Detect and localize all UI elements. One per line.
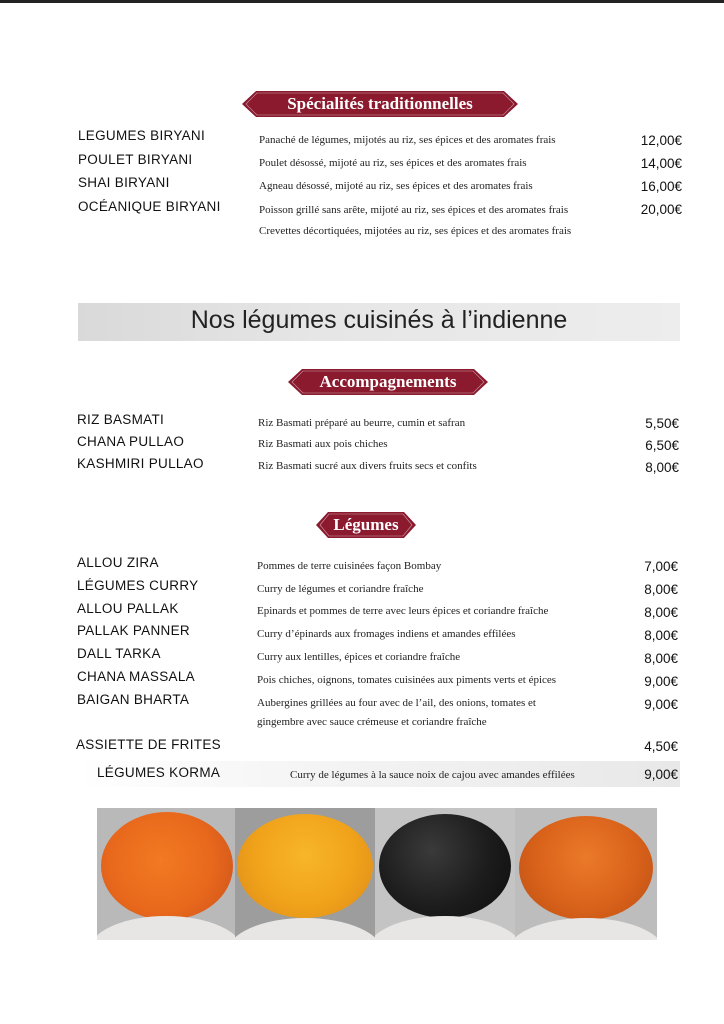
menu-item-description: Poulet désossé, mijoté au riz, ses épices et des aromates frais [259, 157, 527, 169]
menu-item-description: Riz Basmati sucré aux divers fruits secs et confits [258, 460, 477, 472]
menu-item-price: 8,00€ [644, 605, 678, 620]
spice-mound [379, 814, 511, 918]
accompagnements-banner [288, 369, 488, 395]
menu-item-price: 9,00€ [644, 767, 678, 782]
menu-item-name: POULET BIRYANI [78, 152, 193, 167]
menu-item-description: Agneau désossé, mijoté au riz, ses épices et des aromates frais [259, 180, 533, 192]
menu-item-name: CHANA MASSALA [77, 669, 195, 684]
legumes-banner [316, 512, 416, 538]
menu-item-name: ASSIETTE DE FRITES [76, 737, 221, 752]
menu-item-description: Pois chiches, oignons, tomates cuisinées aux piments verts et épices [257, 674, 557, 686]
menu-item-name: ALLOU PALLAK [77, 601, 179, 616]
menu-item-name: ALLOU ZIRA [77, 555, 159, 570]
menu-item-price: 8,00€ [644, 651, 678, 666]
menu-item-description: Curry de légumes à la sauce noix de cajou avec amandes effilées [290, 769, 575, 781]
spice-bowl [515, 918, 657, 940]
menu-item-description: Curry de légumes et coriandre fraîche [257, 583, 424, 595]
menu-item-name: PALLAK PANNER [77, 623, 190, 638]
spice-bowl [235, 918, 375, 940]
spice-photo-strip [97, 808, 657, 940]
menu-item-price: 16,00€ [640, 179, 682, 194]
specialites-banner [242, 91, 518, 117]
menu-item-name: SHAI BIRYANI [78, 175, 170, 190]
spice-photo-orange [97, 808, 235, 940]
page-heading: Nos légumes cuisinés à l’indienne [190, 306, 568, 334]
menu-item-description: Riz Basmati préparé au beurre, cumin et safran [258, 417, 466, 429]
menu-item-price: 8,00€ [644, 628, 678, 643]
spice-mound [237, 814, 373, 918]
accompagnements-title: Accompagnements [319, 372, 457, 391]
menu-item-price: 6,50€ [645, 438, 679, 453]
menu-item-description: Epinards et pommes de terre avec leurs épices et coriandre fraîche [257, 605, 549, 617]
menu-item-description: Poisson grillé sans arête, mijoté au riz, ses épices et des aromates frais [259, 204, 569, 216]
menu-item-name: LEGUMES BIRYANI [78, 128, 206, 143]
legumes-title: Légumes [333, 515, 399, 534]
menu-item-name: OCÉANIQUE BIRYANI [78, 199, 221, 214]
spice-mound [519, 816, 653, 920]
specialites-title: Spécialités traditionnelles [287, 94, 473, 113]
menu-item-description: Aubergines grillées au four avec de l’ail, des onions, tomates et [257, 697, 536, 709]
menu-item-price: 9,00€ [644, 697, 678, 712]
menu-item-description-line2: gingembre avec sauce crémeuse et coriandre fraîche [257, 716, 487, 728]
menu-item-price: 7,00€ [644, 559, 678, 574]
menu-item-description: Crevettes décortiquées, mijotées au riz, ses épices et des aromates frais [259, 225, 572, 237]
menu-item-description: Curry d’épinards aux fromages indiens et amandes effilées [257, 628, 516, 640]
menu-item-name: LÉGUMES CURRY [77, 578, 199, 593]
spice-photo-chili [515, 808, 657, 940]
menu-item-description: Curry aux lentilles, épices et coriandre fraîche [257, 651, 461, 663]
menu-item-name: LÉGUMES KORMA [97, 765, 221, 780]
menu-item-name: KASHMIRI PULLAO [77, 456, 204, 471]
spice-photo-black [375, 808, 515, 940]
menu-item-name: CHANA PULLAO [77, 434, 185, 449]
menu-item-price: 4,50€ [644, 739, 678, 754]
spice-mound [101, 812, 233, 920]
menu-item-price: 20,00€ [640, 202, 682, 217]
menu-item-price: 8,00€ [645, 460, 679, 475]
top-border [0, 0, 724, 3]
menu-item-price: 5,50€ [645, 416, 679, 431]
menu-item-name: DALL TARKA [77, 646, 161, 661]
menu-item-price: 12,00€ [640, 133, 682, 148]
menu-item-name: RIZ BASMATI [77, 412, 165, 427]
menu-item-description: Riz Basmati aux pois chiches [258, 438, 388, 450]
spice-photo-turmeric [235, 808, 375, 940]
menu-item-price: 8,00€ [644, 582, 678, 597]
menu-item-price: 9,00€ [644, 674, 678, 689]
menu-item-description: Panaché de légumes, mijotés au riz, ses épices et des aromates frais [259, 134, 556, 146]
menu-item-description: Pommes de terre cuisinées façon Bombay [257, 560, 442, 572]
spice-bowl [97, 916, 235, 940]
spice-bowl [375, 916, 515, 940]
menu-item-price: 14,00€ [640, 156, 682, 171]
menu-item-name: BAIGAN BHARTA [77, 692, 190, 707]
